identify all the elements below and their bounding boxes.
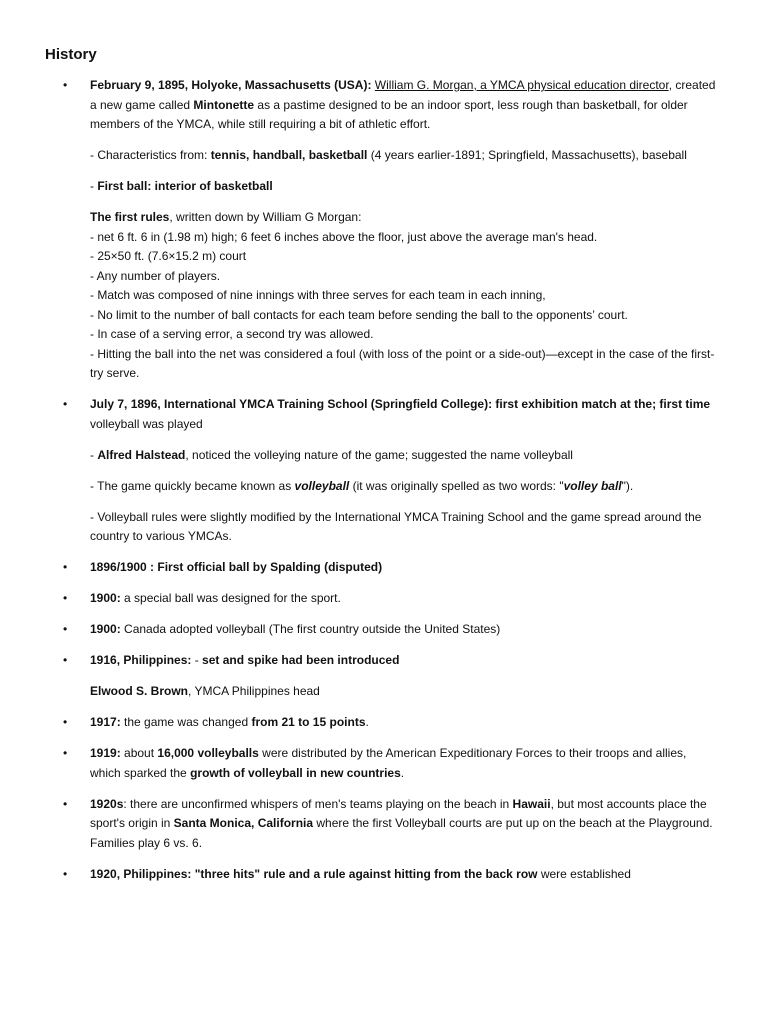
text-run: , written down by William G Morgan: [169, 210, 362, 224]
text-run: - [191, 653, 203, 667]
text-run: - net 6 ft. 6 in (1.98 m) high; 6 feet 6 inches above the floor, just above the average man's head. [90, 229, 598, 244]
text-run: Alfred Halstead [97, 447, 186, 462]
text-run: tennis, handball, basketball [210, 148, 368, 162]
text-run: February 9, 1895, Holyoke, Massachusetts (USA): [90, 78, 375, 92]
rule-line [90, 306, 716, 326]
text-run: where the first Volleyball courts are put up on the beach at the Playground. Families play 6 vs. 6. [90, 816, 713, 850]
bullet-item [45, 76, 716, 135]
text-run: July 7, 1896, International YMCA Training School (Springfield College): first exhibition match at the; first time [90, 397, 711, 411]
text-run: First ball: interior of basketball [97, 179, 273, 193]
rule-line [90, 345, 716, 384]
bullet-item [45, 713, 716, 733]
text-run: - Characteristics from: [90, 148, 211, 162]
text-run: William G. Morgan, a YMCA physical education director [374, 78, 669, 92]
bullet-icon: • [63, 591, 68, 605]
text-run: Mintonette [193, 97, 255, 112]
sub-paragraph [45, 682, 716, 702]
text-run: - The game quickly became known as [90, 478, 295, 493]
text-run: were distributed by the American Expeditionary Forces to their troops and allies, which sparked the [90, 746, 687, 780]
bullet-icon: • [63, 866, 68, 881]
bullet-item [45, 865, 716, 885]
text-run: - Hitting the ball into the net was considered a foul (with loss of the point or a side-out)—except in the case of the first-try serve. [90, 346, 715, 380]
text-run: : there are unconfirmed whispers of men's teams playing on the beach in [123, 796, 513, 811]
text-run: Hawaii [512, 796, 551, 811]
text-run: 1896/1900 : First official ball by Spalding (disputed) [90, 560, 383, 574]
bullet-icon: • [63, 796, 68, 811]
text-run: , YMCA Philippines head [188, 684, 320, 698]
text-run: 1900: [90, 591, 121, 605]
bullet-icon: • [63, 397, 68, 411]
text-run: volley ball [563, 478, 622, 493]
bullet-icon: • [63, 653, 68, 667]
text-run: . [400, 765, 405, 780]
text-run: Canada adopted volleyball (The first country outside the United States) [120, 622, 501, 636]
rule-line [90, 208, 716, 228]
rule-line [90, 267, 716, 287]
text-run: 1919: [90, 746, 121, 760]
text-run: - In case of a serving error, a second try was allowed. [90, 327, 374, 341]
text-run: "three hits" rule and a rule against hitting from the back row [194, 866, 538, 881]
text-run: from 21 to 15 points [251, 715, 366, 729]
bullet-item [45, 395, 716, 434]
text-run: - No limit to the number of ball contacts for each team before sending the ball to the opponents’ court. [90, 307, 628, 322]
bullet-item [45, 589, 716, 609]
text-run: 1900: [90, 622, 121, 636]
text-run: 1920s [90, 796, 124, 811]
text-run: - Match was composed of nine innings with three serves for each team in each inning, [90, 288, 546, 302]
bullet-icon: • [63, 746, 68, 760]
bullet-icon: • [63, 78, 68, 92]
history-content [45, 76, 716, 884]
sub-paragraph [45, 446, 716, 466]
text-run: - Volleyball rules were slightly modified by the International YMCA Training School and the game spread around the country to various YMCAs. [90, 509, 702, 543]
text-run: (it was originally spelled as two words: " [349, 478, 564, 493]
text-run: the game was changed [120, 715, 252, 729]
text-run: The first rules [90, 210, 170, 224]
text-run: Santa Monica, California [173, 816, 314, 830]
text-run: growth of volleyball in new countries [190, 765, 401, 780]
rule-line [90, 247, 716, 267]
text-run: 1920, Philippines: [90, 866, 192, 881]
text-run: , noticed the volleying nature of the game; suggested the name volleyball [185, 447, 573, 462]
text-run: "). [621, 478, 634, 493]
text-run: . [365, 715, 369, 729]
text-run: were established [537, 866, 631, 881]
text-run: a special ball was designed for the sport. [120, 591, 341, 605]
bullet-icon: • [63, 715, 68, 729]
bullet-icon: • [63, 560, 68, 574]
bullet-item [45, 651, 716, 671]
sub-paragraph [45, 177, 716, 197]
text-run: about [120, 746, 158, 760]
text-run: set and spike had been introduced [202, 653, 400, 667]
text-run: (4 years earlier-1891; Springfield, Massachusetts), baseball [367, 148, 687, 162]
section-heading: History [45, 46, 97, 63]
rule-line [90, 228, 716, 248]
text-run: Elwood S. Brown [90, 684, 188, 698]
text-run: - [90, 179, 98, 193]
rule-line [90, 286, 716, 306]
text-run: volleyball was played [90, 416, 203, 431]
text-run: , but most accounts place the sport's origin in [90, 796, 707, 830]
bullet-item [45, 558, 716, 578]
text-run: as a pastime designed to be an indoor sport, less rough than basketball, for older members of the YMCA, while still requiring a bit of athletic effort. [90, 97, 688, 131]
rules-block [45, 208, 716, 384]
text-run: 16,000 volleyballs [157, 746, 259, 760]
text-run: - [90, 447, 98, 462]
bullet-item [45, 620, 716, 640]
text-run: , created a new game called [90, 78, 716, 112]
text-run: 1916, Philippines: [90, 653, 192, 667]
sub-paragraph [45, 508, 716, 547]
bullet-icon: • [63, 622, 68, 636]
text-run: volleyball [294, 478, 350, 493]
bullet-item [45, 744, 716, 783]
text-run: - Any number of players. [90, 268, 221, 283]
sub-paragraph [45, 146, 716, 166]
bullet-item [45, 795, 716, 854]
text-run: 1917: [90, 715, 121, 729]
text-run: - 25×50 ft. (7.6×15.2 m) court [90, 249, 247, 263]
sub-paragraph [45, 477, 716, 497]
rule-line [90, 325, 716, 345]
